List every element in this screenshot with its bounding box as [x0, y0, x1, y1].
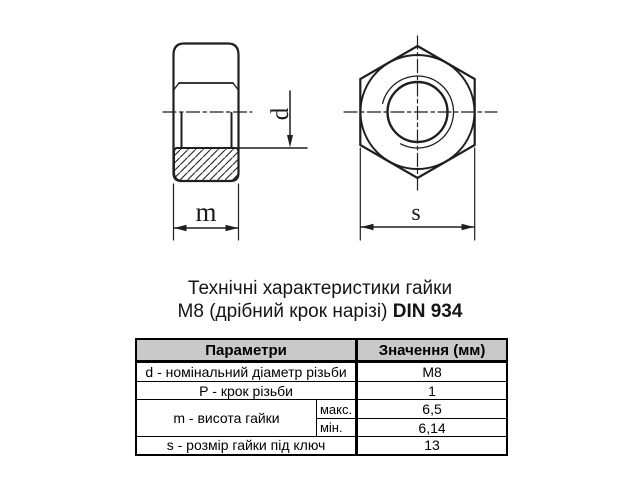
title-line2-regular: М8 (дрібний крок нарізі) — [177, 301, 393, 322]
dimension-m — [174, 184, 239, 240]
m-arrowhead-right — [226, 225, 239, 231]
header-value: Значення (мм) — [357, 339, 507, 362]
table-row — [136, 400, 507, 419]
param-d-label: d - номінальний діаметр різьби — [136, 362, 357, 382]
table-row — [136, 382, 507, 400]
side-view-hatched-section — [174, 148, 239, 181]
dimension-d — [239, 91, 307, 148]
param-s-label: s - розмір гайки під ключ — [136, 437, 357, 455]
dimension-m-label: m — [195, 197, 217, 227]
title-line2 — [0, 300, 640, 323]
param-m-max-label: макс. — [316, 400, 356, 419]
dimension-d-label: d — [267, 107, 294, 121]
m-arrowhead-left — [174, 225, 187, 231]
table-row — [136, 437, 507, 455]
param-s-value: 13 — [357, 437, 507, 455]
d-arrowhead — [287, 135, 293, 148]
side-view-chamfer-wedge-left — [174, 83, 179, 90]
dimension-s-label: s — [411, 200, 421, 226]
spec-table — [135, 338, 508, 456]
param-m-min-value: 6,14 — [357, 419, 507, 437]
param-p-value: 1 — [357, 382, 507, 400]
table-row — [136, 362, 507, 382]
nut-front-view — [344, 36, 497, 240]
param-m-label: m - висота гайки — [136, 400, 316, 437]
nut-side-view — [163, 44, 307, 241]
param-m-min-label: мін. — [316, 419, 356, 437]
s-arrowhead-right — [462, 224, 475, 230]
side-view-chamfer-wedge-right — [233, 83, 238, 90]
param-p-label: Р - крок різьби — [136, 382, 357, 400]
param-m-max-value: 6,5 — [357, 400, 507, 419]
title-line1: Технічні характеристики гайки — [187, 278, 453, 299]
table-header-row — [136, 339, 507, 362]
title-block — [0, 277, 640, 323]
header-parameters: Параметри — [136, 339, 357, 362]
title-line2-standard: DIN 934 — [392, 301, 463, 322]
s-arrowhead-left — [361, 224, 374, 230]
param-d-value: М8 — [357, 362, 507, 382]
